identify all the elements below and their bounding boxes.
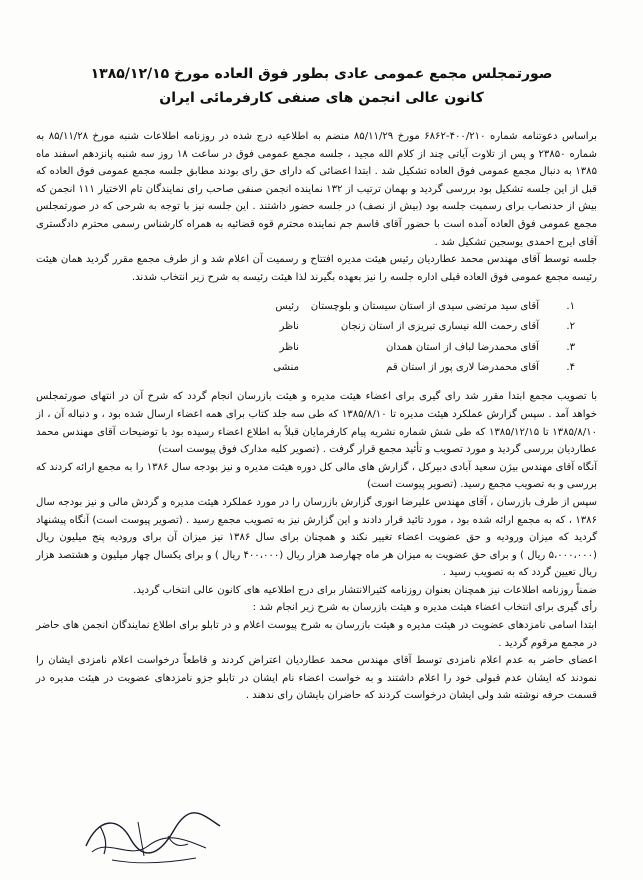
paragraph-candidates: ابتدا اسامی نامزدهای عضویت در هیئت مدیره و هیئت بازرسان به شرح پیوست اعلام و در تابلو برای اطلاع نمایندگان انجمن های حاضر در مجمع مرقوم گردید .	[36, 620, 597, 649]
title-line-1: صورتمجلس مجمع عمومی عادی بطور فوق العاده مورخ ۱۳۸۵/۱۲/۱۵	[90, 66, 553, 82]
paragraph-presiding-board: جلسه توسط آقای مهندس محمد عطاردیان رئیس هیئت مدیره افتتاح و رسمیت آن اعلام شد و از طرف مجمع مقرر گردید همان هیئت رئیسه مجمع عمومی فوق العاده قبلی اداره جلسه را نیز بعهده بگیرند لذا هیئت رئیسه به شرح زیر انتخاب شدند.	[36, 254, 597, 283]
list-item	[36, 317, 597, 338]
member-number: ۲.	[566, 321, 575, 333]
member-role: رئیس	[275, 300, 299, 312]
paragraph-financial: آنگاه آقای مهندس بیژن سعید آبادی دبیرکل ، گزارش های مالی کل دوره هیئت مدیره و نیز بودجه سال ۱۳۸۶ را به مجمع ارائه کردند که بررسی و به تصویب مجمع رسید. (تصویر پیوست است)	[36, 461, 597, 491]
member-number: ۴.	[566, 362, 575, 374]
member-name: آقای محمدرضا لباف از استان همدان	[385, 341, 539, 353]
paragraph-nomination: اعضای حاضر به عدم اعلام نامزدی توسط آقای مهندس محمد عطاردیان اعتراض کردند و قاطعاً درخواست اعلام نامزدی ایشان را نمودند که ایشان عدم قبولی خود را اعلام داشتند و به خواست اعضاء نام ایشان در تابلو جزو نامزدهای عضویت در هیئت مدیره در قسمت حرفه نوشته شد ولی ایشان درخواست کردند که حاضران بایشان رای ندهند .	[36, 655, 597, 702]
presiding-board-list	[36, 296, 597, 378]
paragraph-newspaper: ضمناً روزنامه اطلاعات نیز همچنان بعنوان روزنامه کثیرالانتشار برای درج اطلاعیه های کانون عالی انتخاب گردید.	[133, 584, 597, 596]
list-item	[36, 296, 597, 317]
member-role: ناظر	[279, 341, 299, 353]
list-item	[36, 337, 597, 358]
member-role: ناظر	[279, 321, 299, 333]
paragraph-reports: با تصویب مجمع ابتدا مقرر شد رای گیری برای اعضاء هیئت مدیره و هیئت بازرسان انجام گردد که شرح آن در انتهای صورتمجلس خواهد آمد . سپس گزارش عملکرد هیئت مدیره تا ۱۳۸۵/۸/۱۰ که طی سه جلد کتاب برای همه اعضاء ارسال شده بود ، و دنباله آن ، از ۱۳۸۵/۸/۱۰ تا ۱۳۸۵/۱۲/۱۵ که طی شش شماره نشریه پیام کارفرمایان قبلاً به اطلاع اعضاء رسیده بود با توضیحات آقای مهندس محمد عطاردیان بررسی گردید و مورد تصویب و تأئید مجمع قرار گرفت . (تصویر کلیه مدارک فوق پیوست است)	[36, 391, 597, 456]
member-name: آقای سید مرتضی سیدی از استان سیستان و بلوچستان	[310, 300, 539, 312]
title-line-2: کانون عالی انجمن های صنفی کارفرمائی ایران	[159, 90, 484, 106]
member-name: آقای محمدرضا لاری پور از استان قم	[386, 362, 539, 374]
member-name: آقای رحمت الله نیساری تبریزی از استان زنجان	[340, 321, 539, 333]
paragraph-opening: براساس دعوتنامه شماره ۴۰۰/۲۱۰-۶۸۶۲ مورخ ۸۵/۱۱/۲۹ منضم به اطلاعیه درج شده در روزنامه اطلاعات شنبه مورخ ۸۵/۱۱/۲۸ به شماره ۲۳۸۵۰ و پس از تلاوت آیاتی چند از کلام الله مجید ، جلسه مجمع عمومی فوق در ساعت ۱۸ روز سه شنبه پانزدهم اسفند ماه ۱۳۸۵ به دنبال مجمع عمومی فوق العاده تشکیل شد . ابتدا اعضائی که دارای حق رای بودند مطابق جلسه مجمع عمومی فوق العاده که قبل از این جلسه تشکیل بود بررسی گردید و بهمان ترتیب از ۱۳۲ نماینده انجمن صنفی صاحب رای نمایندگان تام الاختیار ۱۱۱ انجمن که بیش از حدنصاب برای رسمیت جلسه بود (بیش از نصف) در جلسه حضور داشتند . این جلسه نیز با توجه به شرحی که در صورتمجلس مجمع عمومی فوق العاده آمده است با حضور آقای قاسم جم نماینده محترم قوه قضائیه به همراه کارشناس رسمی محترم دادگستری آقای ایرج احمدی یوسجین تشکیل شد .	[36, 131, 597, 248]
paragraph-voting: رأی گیری برای انتخاب اعضاء هیئت مدیره و هیئت بازرسان به شرح زیر انجام شد :	[252, 602, 597, 614]
list-item	[36, 358, 597, 379]
document-title	[60, 62, 583, 110]
document-body	[36, 128, 597, 705]
member-number: ۱.	[566, 300, 575, 312]
member-number: ۳.	[566, 341, 575, 353]
paragraph-inspectors: سپس از طرف بازرسان ، آقای مهندس علیرضا انوری گزارش بازرسان را در مورد عملکرد هیئت مدیره و گردش مالی و نیز بودجه سال ۱۳۸۶ ، که به مجمع ارائه شده بود ، مورد تائید قرار دادند و این گزارش نیز به تصویب مجمع رسید . (تصویر پیوست است) آنگاه پیشنهاد گردید که میزان ورودیه و حق عضویت اعضاء تغییر نکند و همچنان برای سال ۱۳۸۶ نیز میزان آن برای ورودیه پنج میلیون ریال (۵،۰۰۰،۰۰۰ ریال ) و برای حق عضویت به میزان هر ماه چهارصد هزار ریال (۴۰۰،۰۰۰ ریال ) و برای یکسال چهار میلیون و هشتصد هزار ریال تعیین گردد که به تصویب رسید .	[36, 496, 598, 579]
member-role: منشی	[273, 362, 299, 374]
handwritten-signature	[78, 808, 228, 868]
